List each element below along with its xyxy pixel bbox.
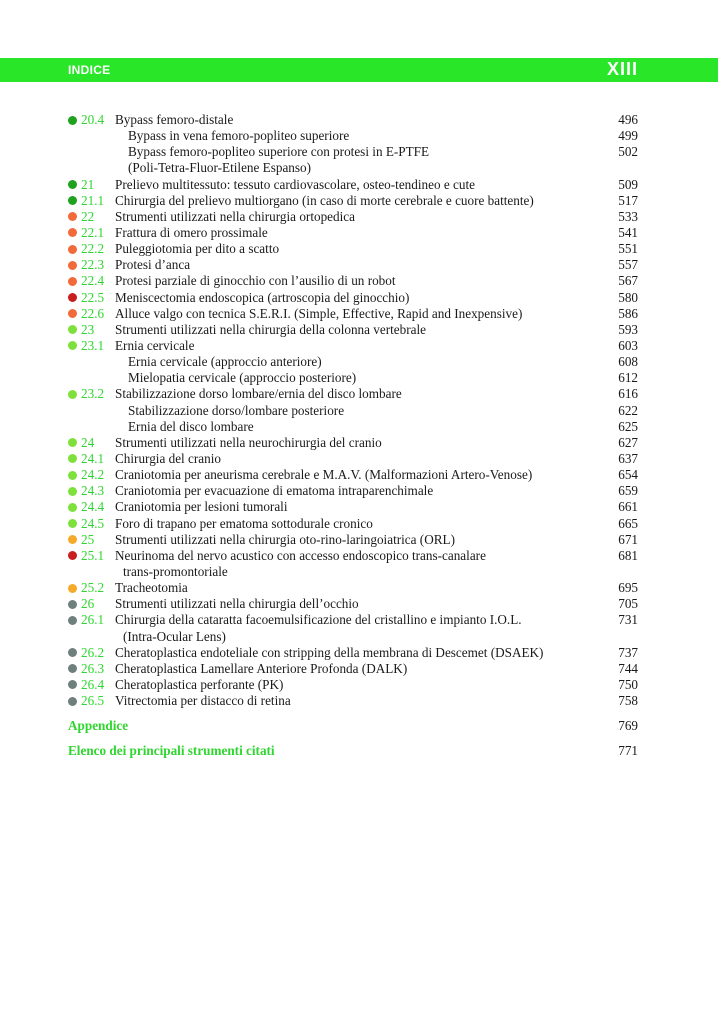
toc-entry-page: 603: [618, 337, 638, 353]
table-of-contents: [68, 112, 638, 759]
toc-entry: [68, 516, 638, 532]
toc-entry-number: 24: [81, 434, 95, 450]
toc-subentry: [68, 564, 638, 580]
toc-entry-number: 25.2: [81, 580, 105, 596]
toc-entry-page: 496: [618, 112, 638, 127]
toc-entry-title: Chirurgia della cataratta facoemulsificazione del cristallino e impianto I.O.L.: [115, 612, 522, 628]
toc-entry-page: 731: [618, 612, 638, 628]
toc-entry-page: 661: [618, 499, 638, 515]
chapter-color-dot-icon: [68, 228, 77, 237]
toc-entry-number: 22.4: [81, 273, 105, 289]
toc-entry-page: 502: [618, 144, 638, 160]
toc-entry: [68, 338, 638, 354]
toc-entry: [68, 386, 638, 402]
toc-entry-title: Mielopatia cervicale (approccio posteriore): [128, 370, 357, 386]
toc-entry-page: 637: [618, 450, 638, 466]
chapter-color-dot-icon: [68, 519, 77, 528]
toc-entry-number: 22.3: [81, 257, 105, 273]
toc-entry-number: 23.1: [81, 337, 105, 353]
toc-entry-title: trans-promontoriale: [123, 563, 228, 579]
toc-entry-page: 695: [618, 580, 638, 596]
toc-entry-number: 22: [81, 208, 95, 224]
toc-entry: [68, 467, 638, 483]
toc-entry-title: Strumenti utilizzati nella chirurgia oto-rino-laringoiatrica (ORL): [115, 531, 455, 547]
toc-entry: [68, 193, 638, 209]
toc-entry-page: 616: [618, 386, 638, 402]
toc-entry: [68, 532, 638, 548]
toc-entry-title: Protesi d’anca: [115, 257, 191, 273]
chapter-color-dot-icon: [68, 277, 77, 286]
chapter-color-dot-icon: [68, 390, 77, 399]
toc-entry-page: 744: [618, 660, 638, 676]
toc-entry: [68, 209, 638, 225]
toc-entry-title: Cheratoplastica endoteliale con stripping della membrana di Descemet (DSAEK): [115, 644, 544, 660]
toc-entry-page: 517: [618, 192, 638, 208]
toc-entry-title: Alluce valgo con tecnica S.E.R.I. (Simple, Effective, Rapid and Inexpensive): [115, 305, 523, 321]
toc-entry-number: 24.3: [81, 483, 105, 499]
toc-entry-page: 654: [618, 467, 638, 483]
toc-entry-title: Cheratoplastica perforante (PK): [115, 676, 284, 692]
toc-entry: [68, 435, 638, 451]
toc-entry: [68, 451, 638, 467]
chapter-color-dot-icon: [68, 697, 77, 706]
toc-entry-page: 758: [618, 693, 638, 709]
toc-entry-number: 20.4: [81, 112, 105, 127]
toc-section-entry: [68, 718, 638, 734]
toc-entry-title: Tracheotomia: [115, 580, 188, 596]
toc-subentry: [68, 144, 638, 160]
chapter-color-dot-icon: [68, 503, 77, 512]
chapter-color-dot-icon: [68, 196, 77, 205]
toc-entry-number: 26.1: [81, 612, 105, 628]
toc-entry: [68, 548, 638, 564]
toc-entry-title: Strumenti utilizzati nella chirurgia ortopedica: [115, 208, 355, 224]
chapter-color-dot-icon: [68, 648, 77, 657]
toc-entry-page: 567: [618, 273, 638, 289]
toc-entry-number: 26.2: [81, 644, 105, 660]
toc-entry: [68, 241, 638, 257]
toc-entry-title: Neurinoma del nervo acustico con accesso endoscopico trans-canalare: [115, 547, 486, 563]
chapter-color-dot-icon: [68, 212, 77, 221]
chapter-color-dot-icon: [68, 664, 77, 673]
toc-entry: [68, 306, 638, 322]
toc-entry-title: Prelievo multitessuto: tessuto cardiovascolare, osteo-tendineo e cute: [115, 176, 475, 192]
toc-subentry: [68, 128, 638, 144]
toc-entry-page: 608: [618, 354, 638, 370]
toc-entry-page: 533: [618, 208, 638, 224]
toc-entry-title: Ernia cervicale (approccio anteriore): [128, 354, 322, 370]
chapter-color-dot-icon: [68, 680, 77, 689]
chapter-color-dot-icon: [68, 438, 77, 447]
chapter-color-dot-icon: [68, 325, 77, 334]
toc-entry-page: 580: [618, 289, 638, 305]
toc-entry: [68, 112, 638, 128]
toc-entry-title: Elenco dei principali strumenti citati: [68, 743, 275, 759]
toc-entry-page: 541: [618, 224, 638, 240]
toc-entry-number: 21.1: [81, 192, 105, 208]
toc-entry-page: 586: [618, 305, 638, 321]
chapter-color-dot-icon: [68, 616, 77, 625]
toc-entry-number: 24.4: [81, 499, 105, 515]
toc-entry-page: 612: [618, 370, 638, 386]
chapter-color-dot-icon: [68, 454, 77, 463]
chapter-color-dot-icon: [68, 245, 77, 254]
toc-entry-number: 26.4: [81, 676, 105, 692]
toc-entry-number: 26.5: [81, 693, 105, 709]
toc-entry: [68, 225, 638, 241]
chapter-color-dot-icon: [68, 293, 77, 302]
toc-entry-page: 750: [618, 676, 638, 692]
toc-entry-title: Strumenti utilizzati nella neurochirurgia del cranio: [115, 434, 382, 450]
toc-subentry: [68, 403, 638, 419]
toc-entry-title: Craniotomia per lesioni tumorali: [115, 499, 288, 515]
toc-entry: [68, 290, 638, 306]
toc-entry-number: 24.5: [81, 515, 105, 531]
toc-entry-title: Stabilizzazione dorso lombare/ernia del disco lombare: [115, 386, 402, 402]
toc-entry-title: Bypass in vena femoro-popliteo superiore: [128, 128, 350, 144]
toc-entry: [68, 677, 638, 693]
toc-entry-page: 737: [618, 644, 638, 660]
toc-entry: [68, 257, 638, 273]
toc-entry-page: 769: [618, 718, 638, 734]
toc-entry-page: 499: [618, 128, 638, 144]
chapter-color-dot-icon: [68, 309, 77, 318]
toc-entry-title: Foro di trapano per ematoma sottodurale cronico: [115, 515, 373, 531]
toc-entry: [68, 612, 638, 628]
toc-entry: [68, 661, 638, 677]
toc-entry-page: 681: [618, 547, 638, 563]
toc-entry-title: Appendice: [68, 718, 129, 734]
toc-entry-page: 705: [618, 596, 638, 612]
toc-entry: [68, 177, 638, 193]
toc-entry: [68, 596, 638, 612]
toc-entry-number: 22.1: [81, 224, 105, 240]
chapter-color-dot-icon: [68, 261, 77, 270]
toc-entry-number: 24.1: [81, 450, 105, 466]
toc-entry-title: Ernia cervicale: [115, 337, 195, 353]
toc-entry: [68, 693, 638, 709]
toc-entry-title: Bypass femoro-popliteo superiore con protesi in E-PTFE: [128, 144, 430, 160]
toc-entry: [68, 499, 638, 515]
toc-entry-number: 25.1: [81, 547, 105, 563]
toc-entry-number: 25: [81, 531, 95, 547]
toc-entry-page: 771: [618, 743, 638, 759]
toc-entry-page: 659: [618, 483, 638, 499]
toc-entry-number: 26: [81, 596, 95, 612]
toc-entry-title: Cheratoplastica Lamellare Anteriore Profonda (DALK): [115, 660, 408, 676]
toc-entry-number: 22.6: [81, 305, 105, 321]
toc-entry-number: 26.3: [81, 660, 105, 676]
toc-entry: [68, 483, 638, 499]
toc-entry-title: Craniotomia per aneurisma cerebrale e M.A.V. (Malformazioni Artero-Venose): [115, 467, 533, 483]
toc-entry-page: 622: [618, 402, 638, 418]
toc-entry-title: Chirurgia del prelievo multiorgano (in caso di morte cerebrale e cuore battente): [115, 192, 534, 208]
toc-entry: [68, 273, 638, 289]
toc-entry-page: 509: [618, 176, 638, 192]
toc-entry-title: (Intra-Ocular Lens): [123, 628, 226, 644]
toc-subentry: [68, 354, 638, 370]
toc-entry-number: 23: [81, 321, 95, 337]
chapter-color-dot-icon: [68, 535, 77, 544]
page-number-roman: XIII: [606, 59, 638, 79]
toc-entry-number: 23.2: [81, 386, 105, 402]
toc-entry-number: 24.2: [81, 467, 105, 483]
toc-entry-number: 21: [81, 176, 95, 192]
toc-entry-title: Frattura di omero prossimale: [115, 224, 268, 240]
toc-entry-title: Protesi parziale di ginocchio con l’ausilio di un robot: [115, 273, 396, 289]
toc-entry-title: Strumenti utilizzati nella chirurgia della colonna vertebrale: [115, 321, 427, 337]
toc-entry-number: 22.5: [81, 289, 105, 305]
toc-entry-title: Bypass femoro-distale: [115, 112, 234, 127]
toc-entry-number: 22.2: [81, 241, 105, 257]
chapter-color-dot-icon: [68, 584, 77, 593]
header-section-label: INDICE: [68, 63, 111, 77]
toc-entry-page: 625: [618, 418, 638, 434]
chapter-color-dot-icon: [68, 116, 77, 125]
toc-entry: [68, 580, 638, 596]
toc-entry-page: 593: [618, 321, 638, 337]
toc-entry-page: 557: [618, 257, 638, 273]
toc-subentry: [68, 370, 638, 386]
toc-entry-page: 551: [618, 241, 638, 257]
toc-entry-title: Puleggiotomia per dito a scatto: [115, 241, 280, 257]
toc-entry: [68, 645, 638, 661]
toc-entry-title: Stabilizzazione dorso/lombare posteriore: [128, 402, 345, 418]
toc-subentry: [68, 160, 638, 176]
toc-entry-title: Craniotomia per evacuazione di ematoma intraparenchimale: [115, 483, 434, 499]
chapter-color-dot-icon: [68, 341, 77, 350]
toc-entry-page: 627: [618, 434, 638, 450]
chapter-color-dot-icon: [68, 487, 77, 496]
toc-entry-title: Ernia del disco lombare: [128, 418, 254, 434]
toc-entry-page: 665: [618, 515, 638, 531]
toc-entry-title: Chirurgia del cranio: [115, 450, 221, 466]
toc-subentry: [68, 629, 638, 645]
header-bar: [0, 58, 718, 82]
chapter-color-dot-icon: [68, 600, 77, 609]
toc-section-entry: [68, 743, 638, 759]
toc-entry-title: (Poli-Tetra-Fluor-Etilene Espanso): [128, 160, 312, 176]
toc-entry-title: Strumenti utilizzati nella chirurgia dell’occhio: [115, 596, 359, 612]
toc-subentry: [68, 419, 638, 435]
toc-entry-title: Vitrectomia per distacco di retina: [115, 693, 291, 709]
toc-entry-page: 671: [618, 531, 638, 547]
chapter-color-dot-icon: [68, 471, 77, 480]
chapter-color-dot-icon: [68, 551, 77, 560]
toc-entry: [68, 322, 638, 338]
toc-entry-title: Meniscectomia endoscopica (artroscopia del ginocchio): [115, 289, 410, 305]
chapter-color-dot-icon: [68, 180, 77, 189]
